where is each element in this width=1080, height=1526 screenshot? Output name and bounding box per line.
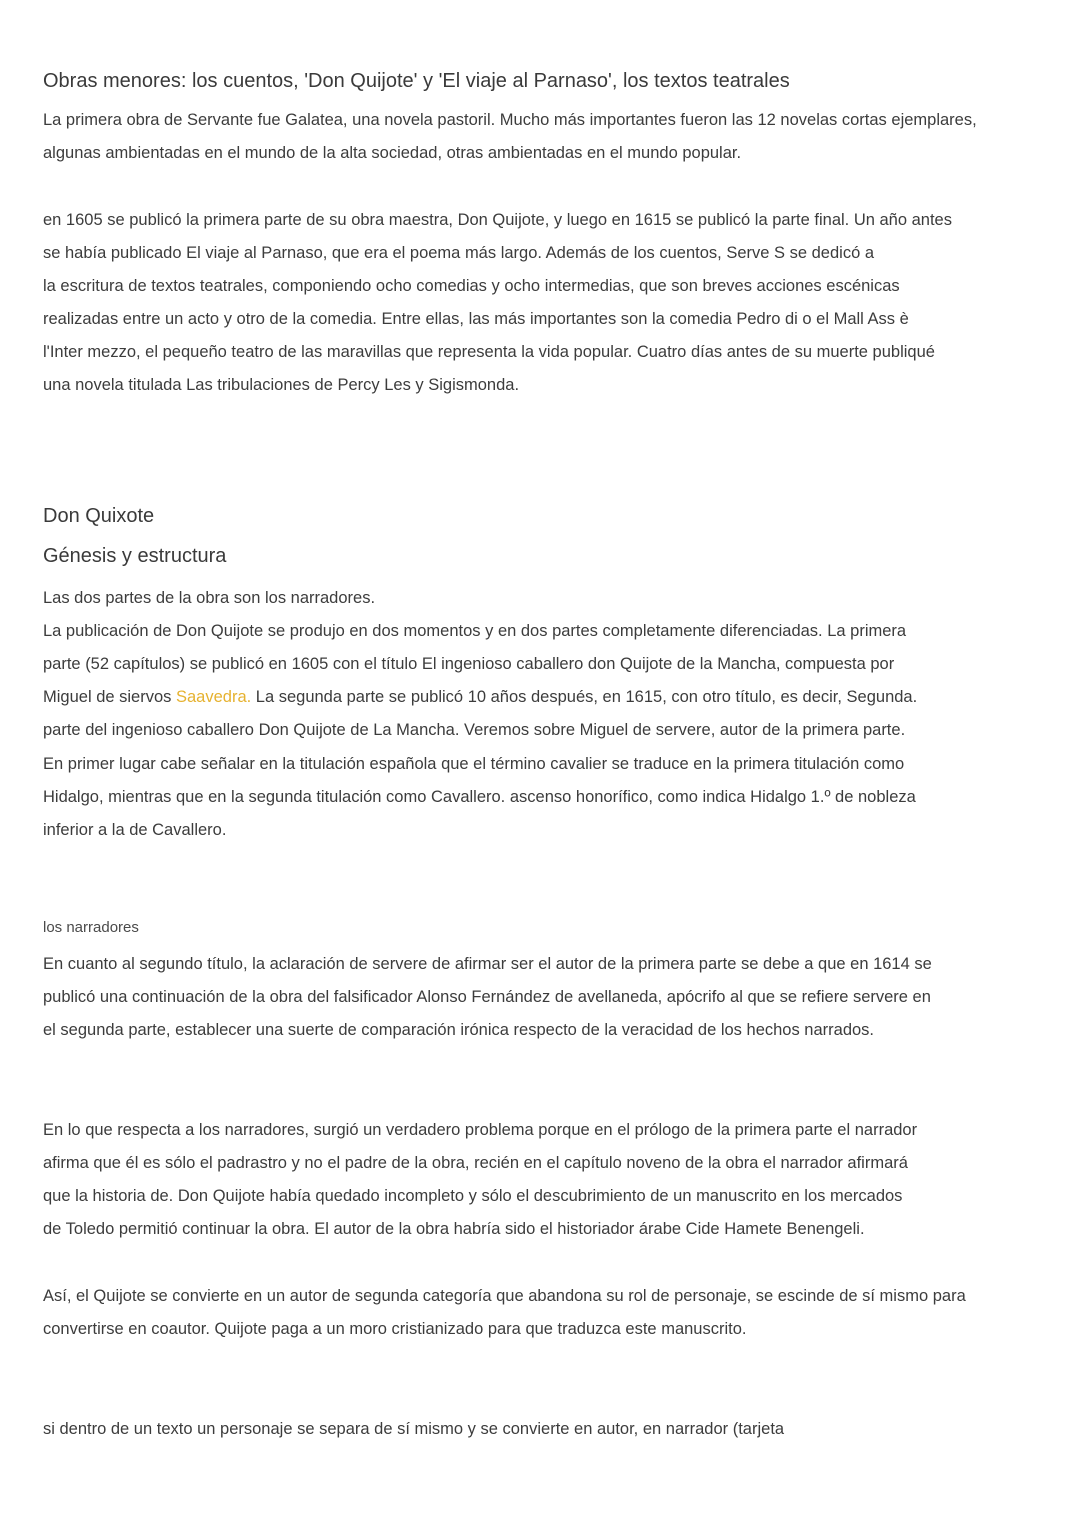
- paragraph-line: En primer lugar cabe señalar en la titulación española que el término cavalier se traduce en la primera titulación como: [43, 755, 905, 773]
- paragraph-line: l'Inter mezzo, el pequeño teatro de las maravillas que representa la vida popular. Cuatro días antes de su muerte publiqué: [43, 343, 935, 361]
- paragraph-line: parte (52 capítulos) se publicó en 1605 con el título El ingenioso caballero don Quijote de la Mancha, compuesta por: [43, 655, 895, 673]
- highlighted-word: Saavedra.: [175, 688, 252, 706]
- paragraph-line: se había publicado El viaje al Parnaso, que era el poema más largo. Además de los cuentos, Serve S se dedicó a: [43, 244, 875, 262]
- paragraph-line: La primera obra de Servante fue Galatea, una novela pastoril. Mucho más importantes fueron las 12 novelas cortas ejemplares,: [43, 111, 977, 129]
- paragraph-line: convertirse en coautor. Quijote paga a un moro cristianizado para que traduzca este manuscrito.: [43, 1320, 747, 1338]
- paragraph-text: Miguel de siervos: [43, 688, 176, 706]
- paragraph-line: En lo que respecta a los narradores, surgió un verdadero problema porque en el prólogo de la primera parte el narrador: [43, 1121, 918, 1139]
- paragraph-line: el segunda parte, establecer una suerte de comparación irónica respecto de la veracidad de los hechos narrados.: [43, 1021, 875, 1039]
- paragraph-line: realizadas entre un acto y otro de la comedia. Entre ellas, las más importantes son la comedia Pedro di o el Mall Ass è: [43, 310, 909, 328]
- paragraph-line: en 1605 se publicó la primera parte de su obra maestra, Don Quijote, y luego en 1615 se publicó la parte final. Un año antes: [43, 211, 952, 229]
- paragraph-line: algunas ambientadas en el mundo de la alta sociedad, otras ambientadas en el mundo popular.: [43, 144, 742, 162]
- section-heading-obras-menores: Obras menores: los cuentos, 'Don Quijote' y 'El viaje al Parnaso', los textos teatrales: [43, 70, 790, 92]
- paragraph-line: la escritura de textos teatrales, componiendo ocho comedias y ocho intermedias, que son breves acciones escénicas: [43, 277, 900, 295]
- paragraph-text: La segunda parte se publicó 10 años después, en 1615, con otro título, es decir, Segunda.: [251, 688, 918, 706]
- paragraph-line: Las dos partes de la obra son los narradores.: [43, 589, 376, 607]
- paragraph-line: parte del ingenioso caballero Don Quijote de La Mancha. Veremos sobre Miguel de servere, autor de la primera parte.: [43, 721, 906, 739]
- paragraph-line: de Toledo permitió continuar la obra. El autor de la obra habría sido el historiador árabe Cide Hamete Benengeli.: [43, 1220, 865, 1238]
- paragraph-line: La publicación de Don Quijote se produjo en dos momentos y en dos partes completamente diferenciadas. La primera: [43, 622, 907, 640]
- section-subheading-genesis: Génesis y estructura: [43, 545, 227, 567]
- paragraph-line: inferior a la de Cavallero.: [43, 821, 227, 839]
- paragraph-line: si dentro de un texto un personaje se separa de sí mismo y se convierte en autor, en narrador (tarjeta: [43, 1420, 785, 1438]
- section-label-narradores: los narradores: [43, 919, 139, 936]
- paragraph-line: publicó una continuación de la obra del falsificador Alonso Fernández de avellaneda, apócrifo al que se refiere servere en: [43, 988, 931, 1006]
- section-heading-don-quixote: Don Quixote: [43, 505, 155, 527]
- paragraph-line: Hidalgo, mientras que en la segunda titulación como Cavallero. ascenso honorífico, como indica Hidalgo 1.º de nobleza: [43, 788, 916, 806]
- paragraph-line-with-highlight: [43, 688, 917, 707]
- paragraph-line: una novela titulada Las tribulaciones de Percy Les y Sigismonda.: [43, 376, 520, 394]
- paragraph-line: Así, el Quijote se convierte en un autor de segunda categoría que abandona su rol de personaje, se escinde de sí mismo para: [43, 1287, 966, 1305]
- paragraph-line: que la historia de. Don Quijote había quedado incompleto y sólo el descubrimiento de un manuscrito en los mercados: [43, 1187, 903, 1205]
- paragraph-line: afirma que él es sólo el padrastro y no el padre de la obra, recién en el capítulo noveno de la obra el narrador afirmará: [43, 1154, 908, 1172]
- paragraph-line: En cuanto al segundo título, la aclaración de servere de afirmar ser el autor de la primera parte se debe a que en 1614 se: [43, 955, 932, 973]
